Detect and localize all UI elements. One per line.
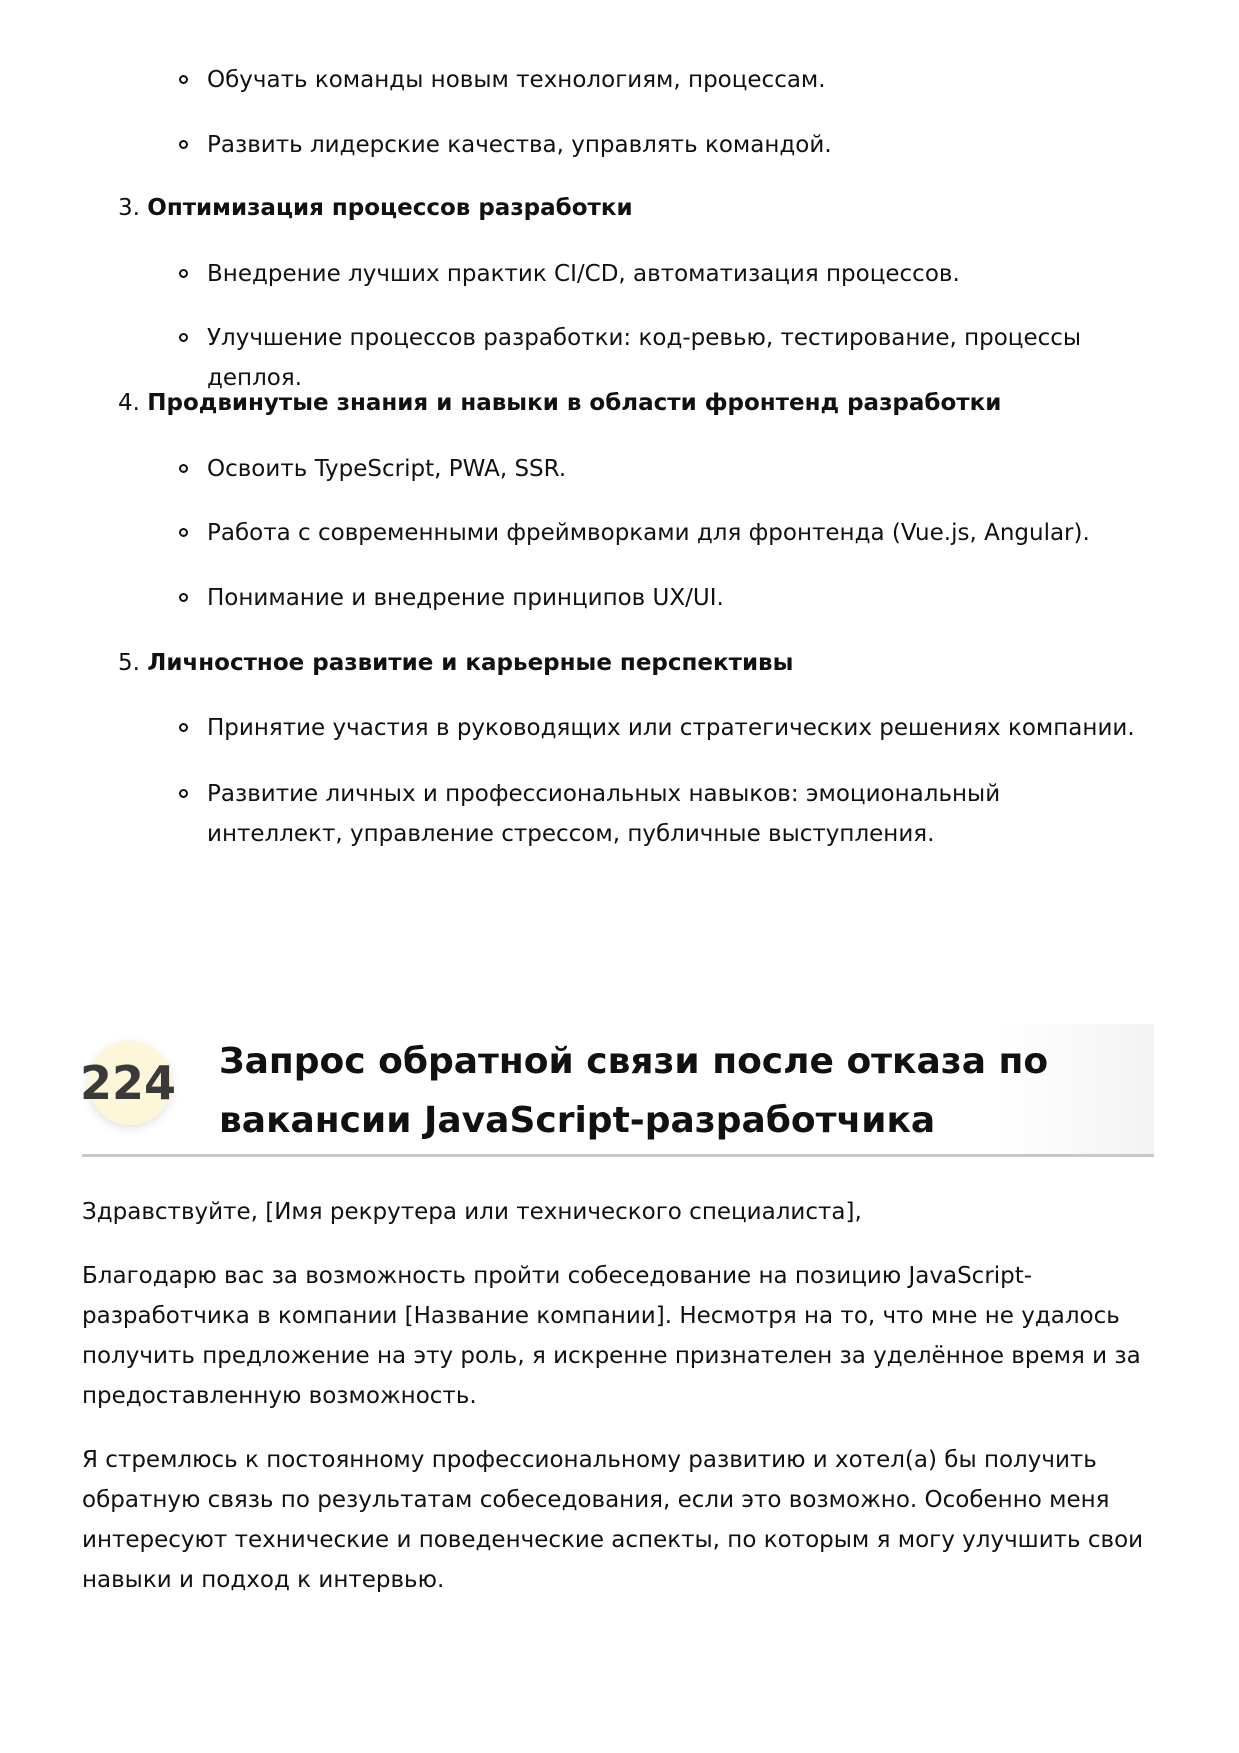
list-subitem: Улучшение процессов разработки: код-ревью, тестирование, процессы деплоя.	[207, 318, 1137, 398]
circle-bullet-icon	[179, 723, 188, 732]
list-subitem: Понимание и внедрение принципов UX/UI.	[207, 578, 1137, 618]
list-subitem: Работа с современными фреймворками для фронтенда (Vue.js, Angular).	[207, 513, 1137, 553]
list-item-number: 3.	[118, 195, 140, 221]
circle-bullet-icon	[179, 528, 188, 537]
circle-bullet-icon	[179, 140, 188, 149]
list-subitem: Освоить TypeScript, PWA, SSR.	[207, 449, 1137, 489]
circle-bullet-icon	[179, 75, 188, 84]
list-subitem: Развитие личных и профессиональных навыков: эмоциональный интеллект, управление стрессом, публичные выступления.	[207, 774, 1137, 854]
list-subitem: Внедрение лучших практик CI/CD, автоматизация процессов.	[207, 254, 1137, 294]
list-item-title: Продвинутые знания и навыки в области фронтенд разработки	[147, 390, 1002, 416]
circle-bullet-icon	[179, 593, 188, 602]
circle-bullet-icon	[179, 269, 188, 278]
list-item-number: 5.	[118, 650, 140, 676]
list-subitem: Принятие участия в руководящих или стратегических решениях компании.	[207, 708, 1137, 748]
letter-paragraph-1: Благодарю вас за возможность пройти собеседование на позицию JavaScript-разработчика в компании [Название компании]. Несмотря на то, что мне не удалось получить предложение на эту роль, я искренне признателен за уделённое время и за предоставленную возможность.	[82, 1263, 1141, 1409]
circle-bullet-icon	[179, 789, 188, 798]
letter-paragraph-2: Я стремлюсь к постоянному профессиональному развитию и хотел(а) бы получить обратную связь по результатам собеседования, если это возможно. Особенно меня интересуют технические и поведенческие аспекты, по которым я могу улучшить свои навыки и подход к интервью.	[82, 1447, 1144, 1593]
letter-greeting: Здравствуйте, [Имя рекрутера или технического специалиста],	[82, 1199, 862, 1225]
list-item-title: Личностное развитие и карьерные перспективы	[147, 650, 794, 676]
list-subitem: Обучать команды новым технологиям, процессам.	[207, 60, 1137, 100]
list-item-3-heading	[118, 188, 633, 228]
circle-bullet-icon	[179, 333, 188, 342]
list-subitem: Развить лидерские качества, управлять командой.	[207, 125, 1137, 165]
list-item-4-heading	[118, 383, 1001, 423]
section-number: 224	[80, 1056, 177, 1110]
circle-bullet-icon	[179, 464, 188, 473]
section-heading	[82, 1024, 1154, 1157]
list-item-5-heading	[118, 643, 793, 683]
section-title: Запрос обратной связи после отказа по вакансии JavaScript-разработчика	[219, 1041, 1049, 1141]
list-item-number: 4.	[118, 390, 140, 416]
list-item-title: Оптимизация процессов разработки	[147, 195, 633, 221]
